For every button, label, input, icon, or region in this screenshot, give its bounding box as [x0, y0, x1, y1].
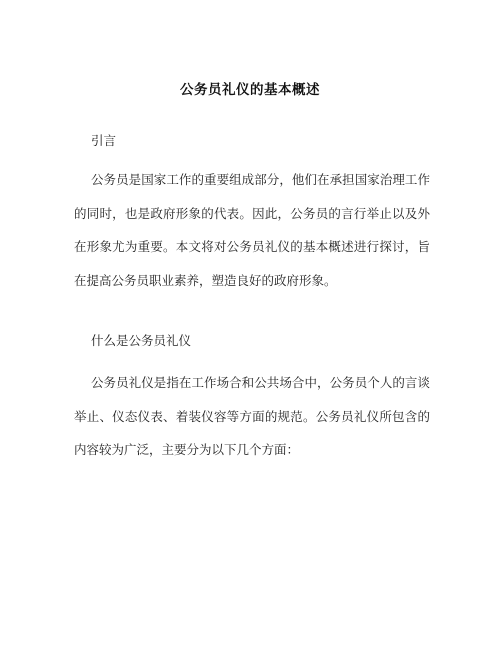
section-heading-what-is-etiquette: 什么是公务员礼仪 — [91, 333, 192, 348]
paragraph-what-is-etiquette: 公务员礼仪是指在工作场合和公共场合中，公务员个人的言谈举止、仪态仪表、着装仪容等方面的规范。公务员礼仪所包含的内容较为广泛，主要分为以下几个方面： — [74, 375, 430, 457]
paragraph-introduction: 公务员是国家工作的重要组成部分，他们在承担国家治理工作的同时，也是政府形象的代表。因此，公务员的言行举止以及外在形象尤为重要。本文将对公务员礼仪的基本概述进行探讨，旨在提高公务员职业素养，塑造良好的政府形象。 — [74, 172, 430, 288]
document-title: 公务员礼仪的基本概述 — [180, 82, 320, 98]
section-heading-introduction: 引言 — [91, 133, 117, 148]
